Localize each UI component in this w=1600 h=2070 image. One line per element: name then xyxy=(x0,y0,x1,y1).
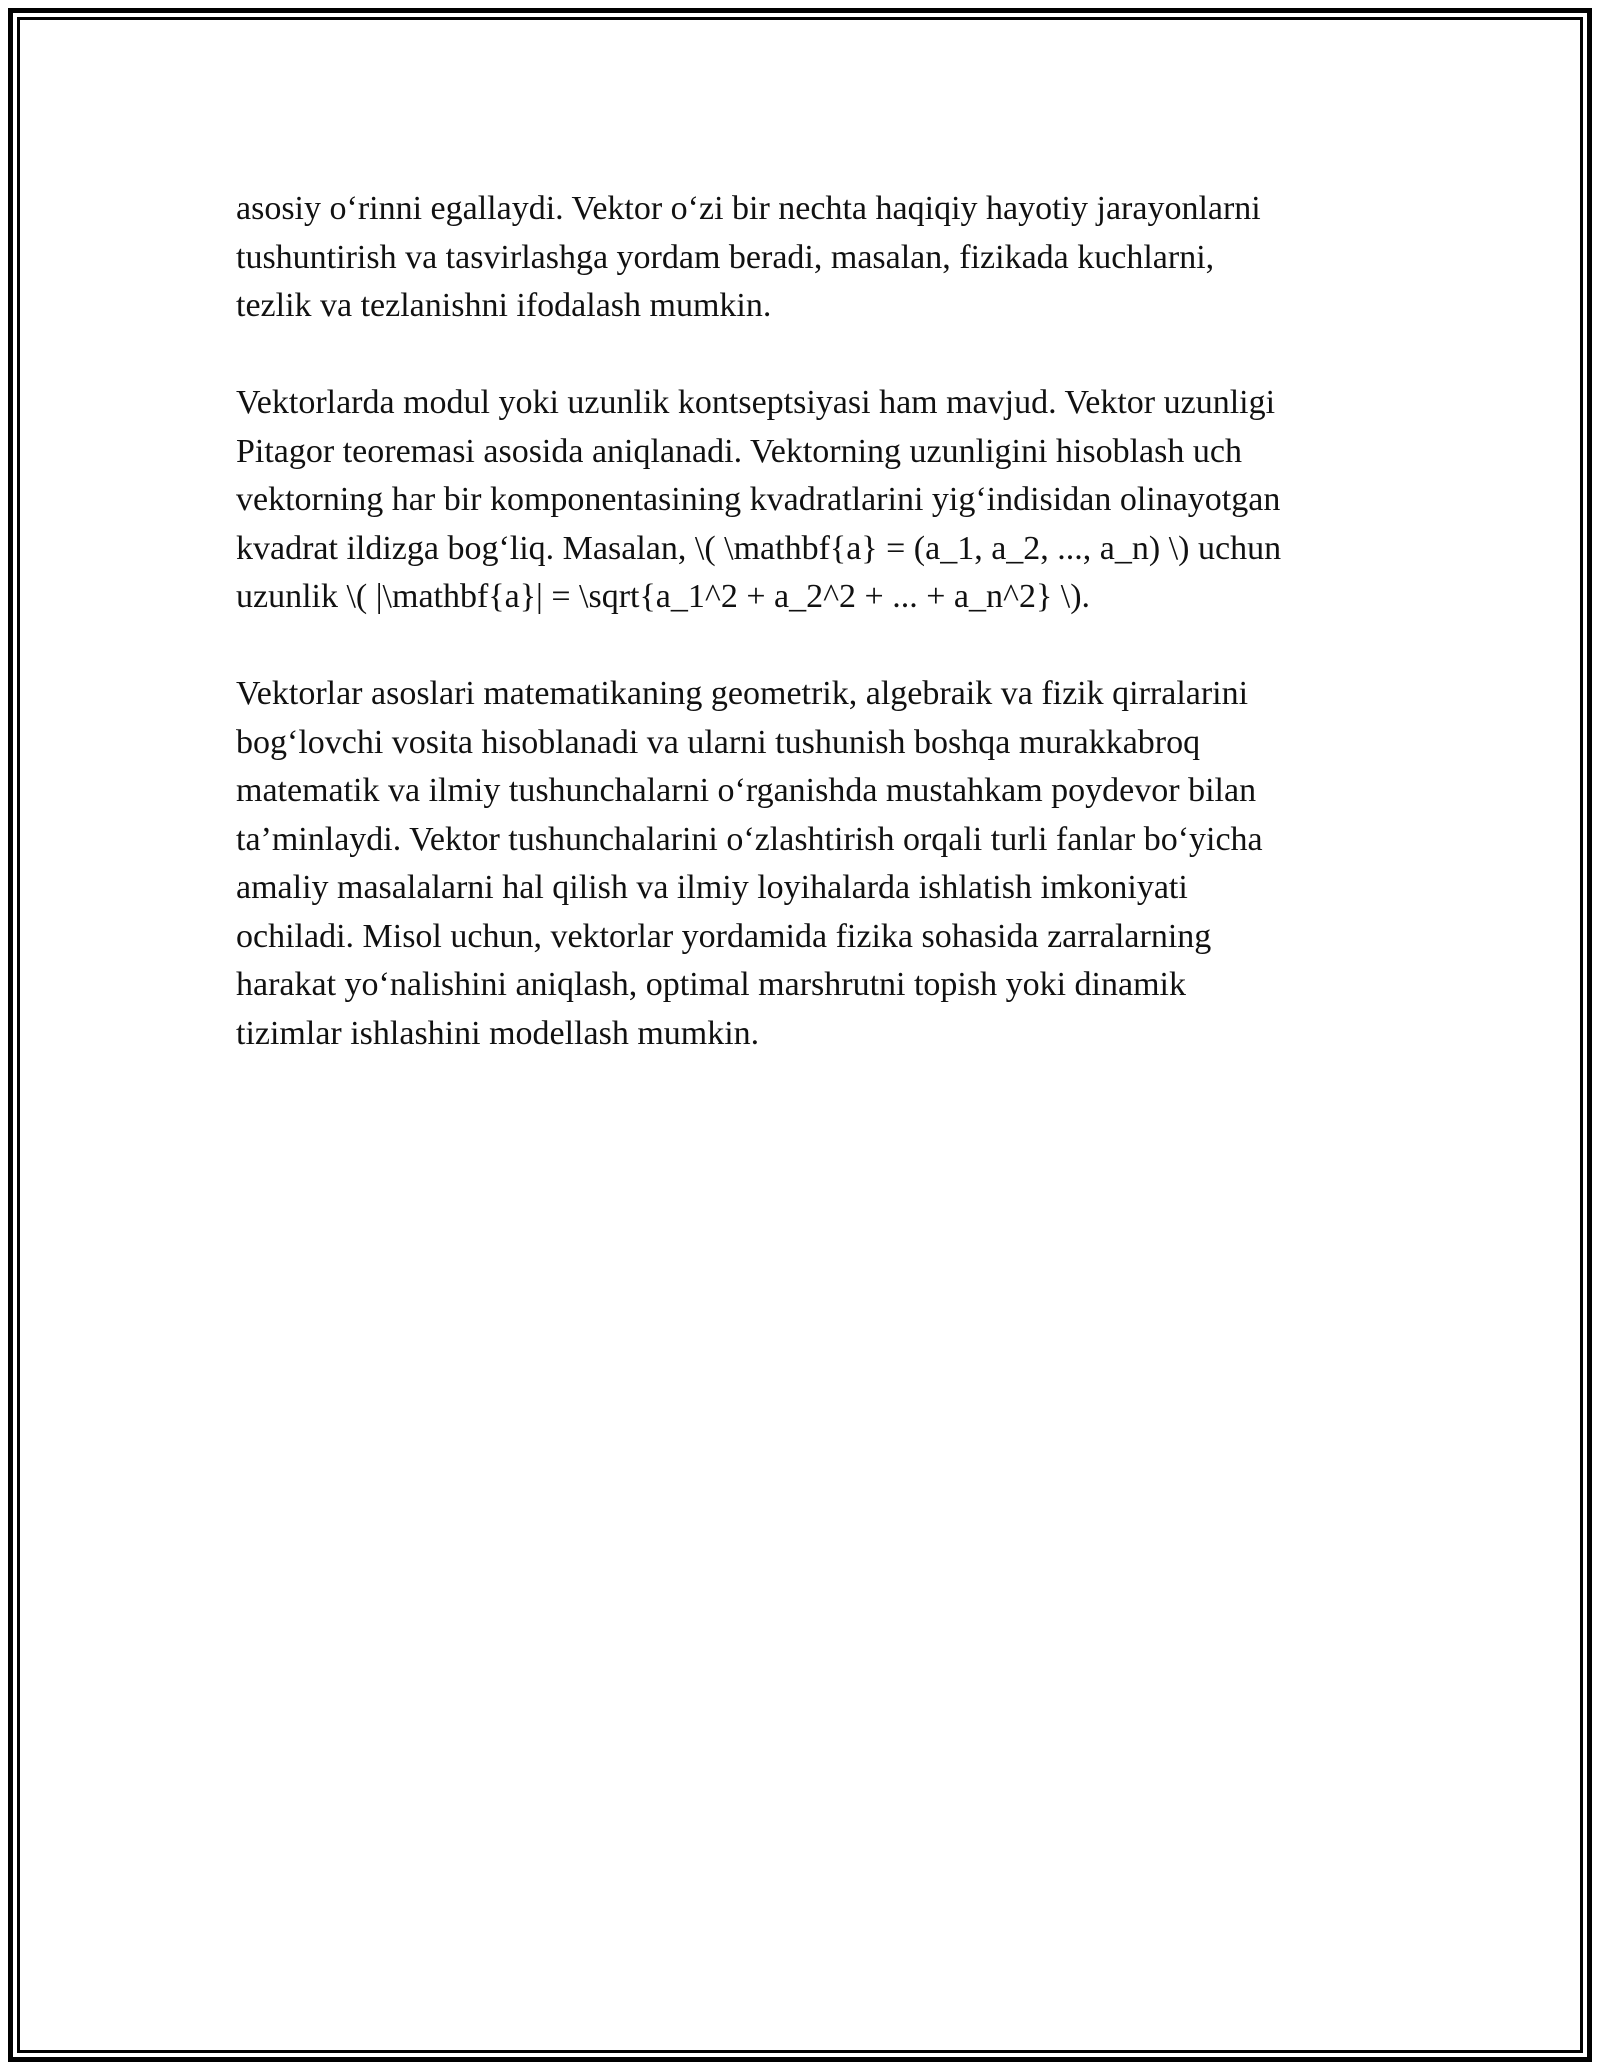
paragraph-vector-length: Vektorlarda modul yoki uzunlik kontseptsiyasi ham mavjud. Vektor uzunligi Pitagor teoremasi asosida aniqlanadi. Vektorning uzunligini hisoblash uch vektorning har bir komponentasining kvadratlarini yig‘indisidan olinayotgan kvadrat ildizga bog‘liq. Masalan, \( \mathbf{a} = (a_1, a_2, ..., a_n) \) uchun uzunlik \( |\mathbf{a}| = \sqrt{a_1^2 + a_2^2 + ... + a_n^2} \). xyxy=(236,384,1282,615)
document-body xyxy=(236,185,1376,1107)
paragraph-vector-applications: asosiy o‘rinni egallaydi. Vektor o‘zi bir nechta haqiqiy hayotiy jarayonlarni tushuntirish va tasvirlashga yordam beradi, masalan, fizikada kuchlarni, tezlik va tezlanishni ifodalash mumkin. xyxy=(236,190,1261,324)
paragraph-vector-foundations: Vektorlar asoslari matematikaning geometrik, algebraik va fizik qirralarini bog‘lovchi vosita hisoblanadi va ularni tushunish boshqa murakkabroq matematik va ilmiy tushunchalarni o‘rganishda mustahkam poydevor bilan ta’minlaydi. Vektor tushunchalarini o‘zlashtirish orqali turli fanlar bo‘yicha amaliy masalalarni hal qilish va ilmiy loyihalarda ishlatish imkoniyati ochiladi. Misol uchun, vektorlar yordamida fizika sohasida zarralarning harakat yo‘nalishini aniqlash, optimal marshrutni topish yoki dinamik tizimlar ishlashini modellash mumkin. xyxy=(236,675,1263,1052)
